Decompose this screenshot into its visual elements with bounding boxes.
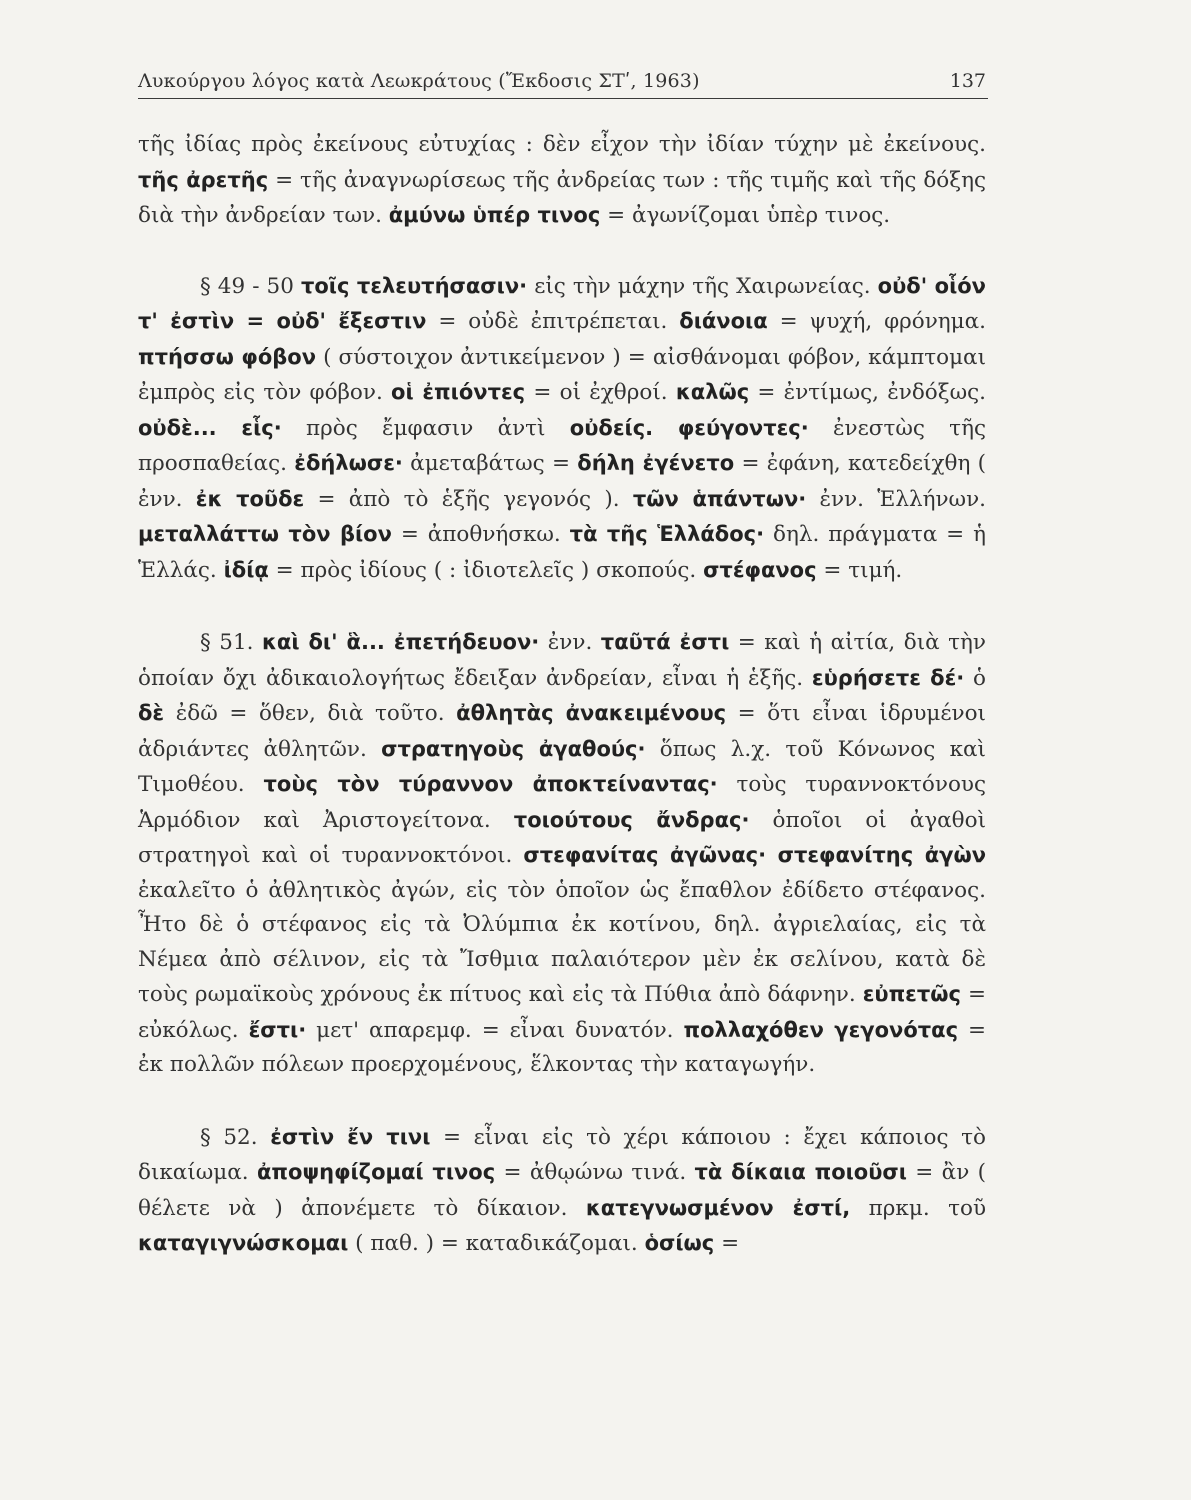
gloss-text: ( σύστοιχον ἀντικείμενον ) = αἰσθάνομαι φόβον, κάμπτομαι ἐμπρὸς εἰς τὸν φόβον. bbox=[138, 344, 986, 405]
lemma-term: ἀποψηφίζομαί τινος bbox=[256, 1160, 496, 1184]
gloss-text: = ἂν ( θέλετε νὰ ) ἀπονέμετε τὸ δίκαιον. bbox=[138, 1160, 987, 1221]
lemma-term: τὰ τῆς Ἑλλάδος· bbox=[569, 522, 765, 546]
lemma-term: ἔστι· bbox=[248, 1017, 307, 1042]
gloss-text: πρὸς ἔμφασιν ἀντὶ bbox=[281, 415, 570, 441]
lemma-term: στεφανίτας ἀγῶνας· στεφανίτης ἀγὼν bbox=[523, 843, 986, 867]
lemma-term: δὲ bbox=[138, 701, 165, 725]
running-header bbox=[138, 66, 988, 99]
gloss-text: = ἀπὸ τὸ ἑξῆς γεγονός ). bbox=[304, 486, 633, 512]
gloss-text: = ἀγωνίζομαι ὑπὲρ τινος. bbox=[600, 203, 891, 228]
gloss-text: = bbox=[714, 1231, 740, 1256]
lemma-term: στέφανος bbox=[703, 557, 817, 582]
gloss-text: = οὐδὲ ἐπιτρέπεται. bbox=[426, 309, 680, 334]
lemma-term: τοιούτους ἄνδρας· bbox=[513, 807, 750, 832]
lemma-term: στρατηγοὺς ἀγαθούς· bbox=[381, 736, 646, 761]
paragraph-49-50 bbox=[138, 269, 986, 589]
gloss-text: ἐνν. bbox=[539, 630, 601, 655]
lemma-term: πτήσσω φόβον bbox=[138, 344, 317, 369]
gloss-text: ὁποῖοι οἱ ἀγαθοὶ στρατηγοὶ καὶ οἱ τυραννοκτόνοι. bbox=[138, 807, 987, 868]
gloss-text: = εὐκόλως. bbox=[138, 982, 986, 1043]
gloss-text: ὅπως λ.χ. τοῦ Κόνωνος καὶ Τιμοθέου. bbox=[138, 736, 986, 797]
page-number: 137 bbox=[949, 70, 986, 92]
lemma-term: ἰδίᾳ bbox=[223, 557, 269, 582]
gloss-text: = ὅτι εἶναι ἱδρυμένοι ἀδριάντες ἀθλητῶν. bbox=[138, 701, 986, 762]
gloss-text: τοὺς τυραννοκτόνους Ἁρμόδιον καὶ Ἀριστογείτονα. bbox=[138, 772, 987, 833]
gloss-text: = ἐντίμως, ἐνδόξως. bbox=[749, 380, 986, 405]
lemma-term: οἱ ἐπιόντες bbox=[391, 380, 526, 404]
gloss-text: = ἐφάνη, κατεδείχθη ( ἐνν. bbox=[138, 451, 987, 512]
lemma-term: ταῦτά ἐστι bbox=[600, 630, 730, 654]
lemma-term: τὰ δίκαια ποιοῦσι bbox=[694, 1160, 907, 1184]
gloss-text: = τιμή. bbox=[816, 557, 903, 583]
lemma-term: εὐπετῶς bbox=[862, 982, 961, 1006]
lemma-term: πολλαχόθεν γεγονότας bbox=[683, 1017, 959, 1042]
gloss-text: δηλ. πράγματα = ἡ Ἑλλάς. bbox=[138, 522, 986, 583]
gloss-text: § 49 - 50 bbox=[200, 273, 301, 299]
gloss-text: ἐδῶ = ὅθεν, διὰ τοῦτο. bbox=[164, 701, 457, 726]
lemma-term: ἐκ τοῦδε bbox=[195, 486, 305, 511]
gloss-text: = ψυχή, φρόνημα. bbox=[767, 309, 986, 334]
gloss-text: ἐνν. Ἑλλήνων. bbox=[806, 486, 986, 512]
gloss-text: ἐνεστὼς τῆς προσπαθείας. bbox=[138, 415, 987, 476]
gloss-text: § 52. bbox=[200, 1124, 271, 1150]
gloss-text: εἰς τὴν μάχην τῆς Χαιρωνείας. bbox=[527, 273, 878, 299]
gloss-text: ὁ bbox=[964, 665, 986, 691]
lemma-term: ἀμύνω ὑπέρ τινος bbox=[388, 203, 601, 227]
lemma-term: ἐστὶν ἔν τινι bbox=[270, 1124, 431, 1149]
gloss-text: ἀμεταβάτως = bbox=[402, 451, 578, 476]
gloss-text: = ἀποθνήσκω. bbox=[391, 522, 570, 547]
lemma-term: τοὺς τὸν τύραννον ἀποκτείναντας· bbox=[263, 772, 718, 796]
lemma-term: κατεγνωσμένον ἐστί, bbox=[585, 1195, 851, 1220]
header-title: Λυκούργου λόγος κατὰ Λεωκράτους (Ἔκδοσις ΣΤʹ, 1963) bbox=[138, 70, 700, 92]
lemma-term: οὐδείς. φεύγοντες· bbox=[569, 415, 809, 440]
lemma-term: τοῖς τελευτήσασιν· bbox=[300, 273, 528, 298]
lemma-term: τῶν ἁπάντων· bbox=[632, 486, 807, 511]
lemma-term: διάνοια bbox=[679, 309, 768, 333]
gloss-text: = ἐκ πολλῶν πόλεων προερχομένους, ἕλκοντας τὴν καταγωγήν. bbox=[138, 1017, 986, 1077]
gloss-text: = πρὸς ἰδίους ( : ἰδιοτελεῖς ) σκοπούς. bbox=[268, 557, 704, 583]
gloss-text: μετ' απαρεμφ. = εἶναι δυνατόν. bbox=[306, 1017, 684, 1043]
gloss-text: § 51. bbox=[200, 630, 262, 655]
lemma-term: μεταλλάττω τὸν βίον bbox=[138, 522, 392, 546]
gloss-text: τῆς ἰδίας πρὸς ἐκείνους εὐτυχίας : δὲν εἶχον τὴν ἰδίαν τύχην μὲ ἐκείνους. bbox=[138, 132, 986, 157]
gloss-text: = ἀθῳώνω τινά. bbox=[495, 1160, 695, 1185]
gloss-text: ἐκαλεῖτο ὁ ἀθλητικὸς ἀγών, εἰς τὸν ὁποῖον ὡς ἔπαθλον ἐδίδετο στέφανος. Ἦτο δὲ ὁ στέφανος εἰς τὰ Ὀλύμπια ἐκ κοτίνου, δηλ. ἀγριελαίας, εἰς τὰ Νέμεα ἀπὸ σέλινον, εἰς τὰ Ἴσθμια παλαιότερον μὲν ἐκ σελίνου, κατὰ δὲ τοὺς ρωμαϊκοὺς χρόνους ἐκ πίτυος καὶ εἰς τὰ Πύθια ἀπὸ δάφνην. bbox=[138, 877, 986, 1007]
lemma-term: οὐδὲ... εἷς· bbox=[138, 415, 282, 440]
lemma-term: δήλη ἐγένετο bbox=[577, 451, 735, 475]
text-body bbox=[138, 128, 986, 1262]
lemma-term: οὐδ' οἷόν τ' ἐστὶν = οὐδ' ἔξεστιν bbox=[138, 273, 986, 333]
gloss-text: = οἱ ἐχθροί. bbox=[525, 380, 676, 405]
lemma-term: καὶ δι' ἃ... ἐπετήδευον· bbox=[261, 630, 540, 654]
paragraph-52 bbox=[138, 1120, 986, 1262]
gloss-text: πρκμ. τοῦ bbox=[850, 1195, 987, 1221]
gloss-text: ( παθ. ) = καταδικάζομαι. bbox=[348, 1231, 645, 1256]
gloss-text: = τῆς ἀναγνωρίσεως τῆς ἀνδρείας των : τῆς τιμῆς καὶ τῆς δόξης διὰ τὴν ἀνδρείαν των. bbox=[138, 167, 987, 228]
gloss-text: = εἶναι εἰς τὸ χέρι κάποιου : ἔχει κάποιος τὸ δικαίωμα. bbox=[138, 1124, 987, 1185]
gloss-text: = καὶ ἡ αἰτία, διὰ τὴν ὁποίαν ὄχι ἀδικαιολογήτως ἔδειξαν ἀνδρείαν, εἶναι ἡ ἑξῆς. bbox=[138, 630, 987, 691]
lemma-term: καταγιγνώσκομαι bbox=[138, 1231, 349, 1255]
paragraph-intro bbox=[138, 128, 986, 234]
lemma-term: τῆς ἀρετῆς bbox=[138, 167, 269, 192]
lemma-term: ἐδήλωσε· bbox=[294, 451, 403, 475]
lemma-term: ἀθλητὰς ἀνακειμένους bbox=[456, 701, 727, 725]
paragraph-51 bbox=[138, 625, 986, 1083]
lemma-term: καλῶς bbox=[675, 380, 750, 404]
lemma-term: ὁσίως bbox=[644, 1231, 715, 1255]
lemma-term: εὑρήσετε δέ· bbox=[811, 665, 965, 690]
